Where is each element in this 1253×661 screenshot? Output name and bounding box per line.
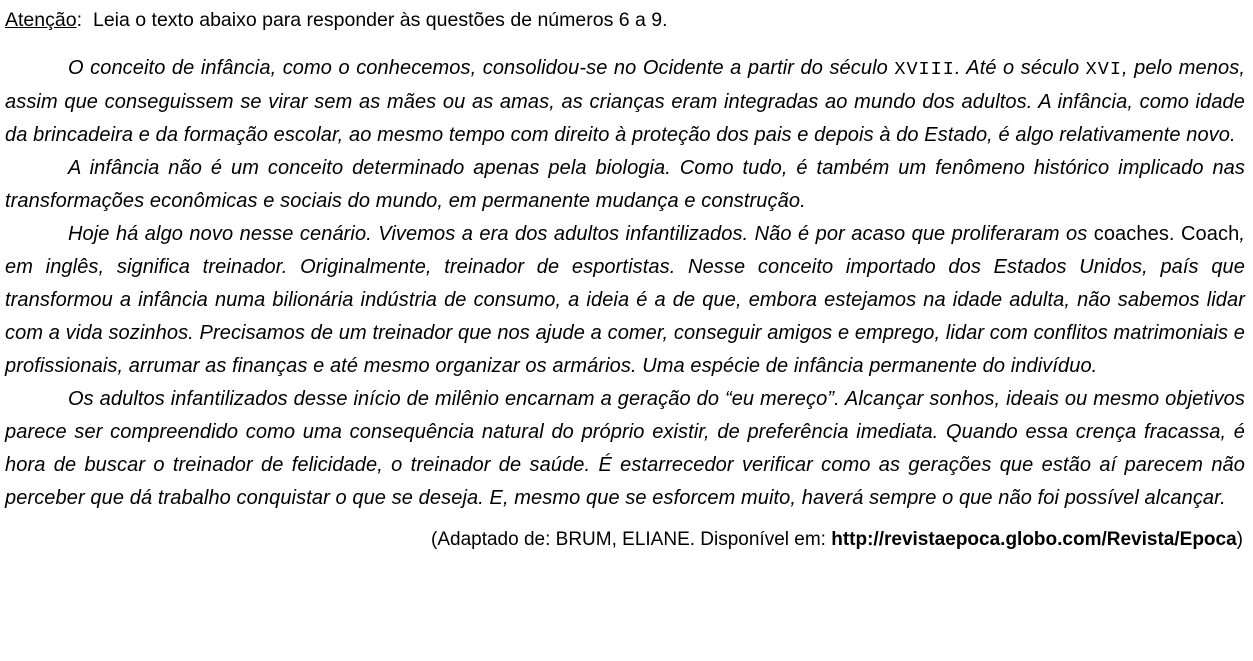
passage-segment: , em inglês, significa treinador. Originalmente, treinador de esportistas. Nesse conceito importado dos Estados Unidos, país que transformou a infância numa bilionária indústria de consumo, a ideia é a de que, embora estejamos na idade adulta, não sabemos lidar com a vida sozinhos. Precisamos de um treinador que nos ajude a comer, conseguir amigos e emprego, lidar com conflitos matrimoniais e profissionais, arrumar as finanças e até mesmo organizar os armários. Uma espécie de infância permanente do indivíduo.	[5, 223, 1245, 377]
passage-segment: , pelo menos, assim que conseguissem se virar sem as mães ou as amas, as crianças eram integradas ao mundo dos adultos. A infância, como idade da brincadeira e da formação escolar, ao mesmo tempo com direito à proteção dos pais e depois à do Estado, é algo relativamente novo.	[5, 57, 1245, 146]
passage-paragraph	[5, 383, 1245, 515]
passage-segment: O conceito de infância, como o conhecemos, consolidou-se no Ocidente a partir do século	[68, 57, 895, 79]
citation-suffix: )	[1236, 529, 1243, 550]
passage-segment: A infância não é um conceito determinado apenas pela biologia. Como tudo, é também um fenômeno histórico implicado nas transformações econômicas e sociais do mundo, em permanente mudança e construção.	[5, 157, 1245, 212]
attention-instruction: Leia o texto abaixo para responder às questões de números 6 a 9.	[92, 9, 668, 31]
reading-passage	[5, 52, 1245, 515]
passage-segment: XVI	[1085, 59, 1122, 80]
passage-segment: Os adultos infantilizados desse início de milênio encarnam a geração do “eu mereço”. Alcançar sonhos, ideais ou mesmo objetivos parece ser compreendido como uma consequência natural do próprio existir, de preferência imediata. Quando essa crença fracassa, é hora de buscar o treinador de felicidade, o treinador de saúde. É estarrecedor verificar como as gerações que estão aí parecem não perceber que dá trabalho conquistar o que se deseja. E, mesmo que se esforcem muito, haverá sempre o que não foi possível alcançar.	[5, 388, 1245, 509]
attention-label: Atenção	[5, 9, 77, 31]
passage-segment: . Até o século	[954, 57, 1086, 79]
attention-line	[5, 9, 1245, 32]
passage-segment: coaches. Coach	[1093, 223, 1240, 245]
passage-paragraph	[5, 152, 1245, 218]
citation-prefix: (Adaptado de: BRUM, ELIANE. Disponível em:	[431, 529, 832, 550]
passage-segment: XVIII	[894, 59, 955, 80]
attention-colon: :	[76, 9, 82, 31]
passage-segment: Hoje há algo novo nesse cenário. Vivemos a era dos adultos infantilizados. Não é por acaso que proliferaram os	[68, 223, 1094, 245]
passage-paragraph	[5, 218, 1245, 383]
citation-url: http://revistaepoca.globo.com/Revista/Epoca	[831, 529, 1237, 550]
passage-paragraph	[5, 52, 1245, 152]
citation-line	[5, 529, 1245, 551]
